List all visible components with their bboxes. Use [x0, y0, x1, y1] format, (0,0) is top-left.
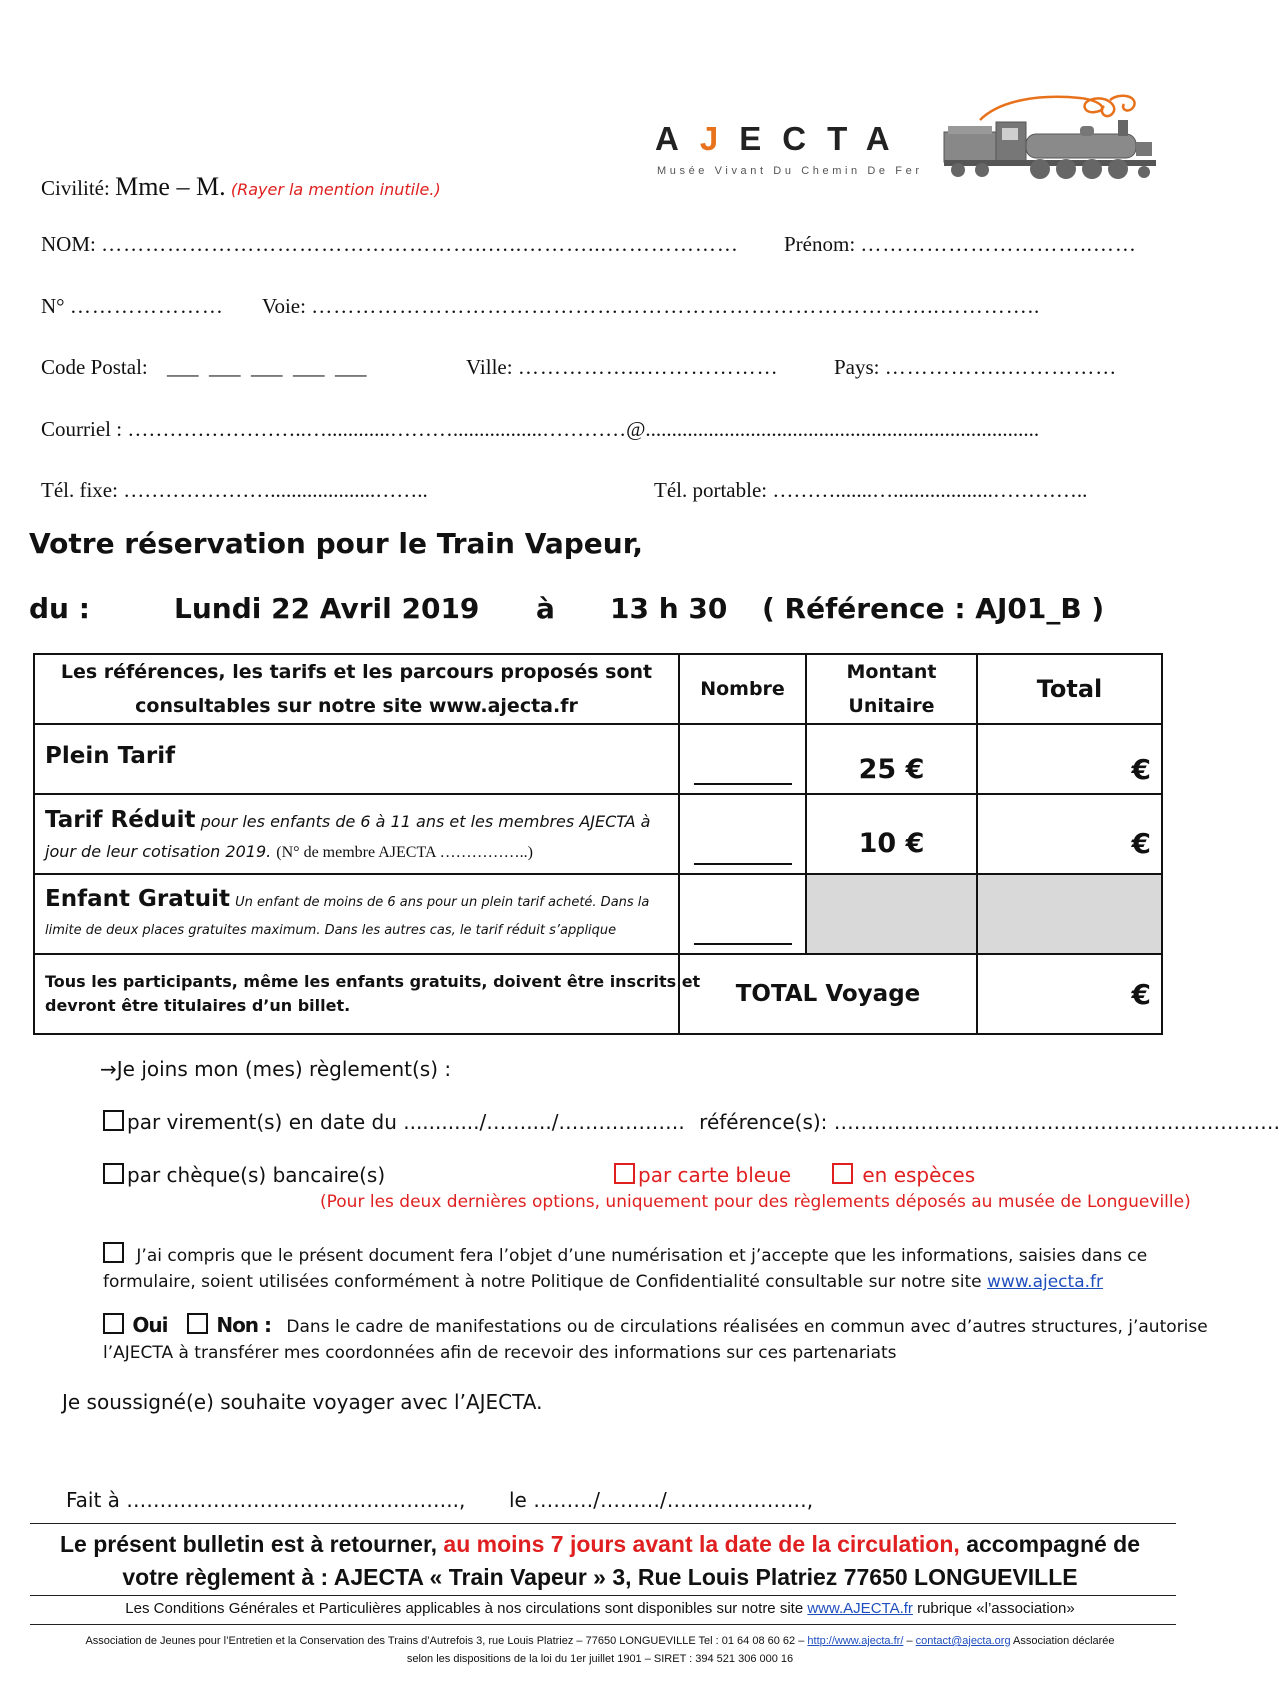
payment-carte-line — [614, 1163, 791, 1187]
email-link[interactable]: contact@ajecta.org — [915, 1635, 1011, 1647]
carte-checkbox[interactable] — [614, 1163, 635, 1184]
cheque-checkbox[interactable] — [103, 1163, 124, 1184]
voie-label: Voie: — [262, 294, 306, 318]
row-title: Tarif Réduit — [45, 806, 196, 833]
partners-text: Dans le cadre de manifestations ou de circulations réalisées en commun avec d’autres structures, j’autorise — [286, 1317, 1208, 1337]
footer-note-line: devront être titulaires d’un billet. — [45, 996, 351, 1015]
cheque-label: par chèque(s) bancaire(s) — [127, 1163, 386, 1187]
footer-divider — [30, 1523, 1176, 1524]
footer-divider — [30, 1624, 1176, 1625]
especes-checkbox[interactable] — [832, 1163, 853, 1184]
row-tarif-reduit-total[interactable]: € — [977, 794, 1162, 874]
civilite-options[interactable]: Mme – M. — [115, 172, 226, 201]
payment-cheque-line — [103, 1163, 385, 1187]
fait-a-label: Fait à — [66, 1488, 120, 1512]
table-total-row — [34, 954, 1162, 1034]
reservation-a-label: à — [536, 592, 555, 625]
privacy-policy-link[interactable]: www.ajecta.fr — [987, 1272, 1103, 1292]
tariff-table — [33, 653, 1163, 1035]
header-total: Total — [977, 654, 1162, 724]
header-info — [34, 654, 679, 724]
code-postal-line — [41, 355, 367, 380]
courriel-label: Courriel : — [41, 417, 123, 441]
legal-info — [0, 1632, 1200, 1668]
header-montant — [806, 654, 977, 724]
rgpd-line — [103, 1269, 1147, 1295]
footer-note-line: Tous les participants, même les enfants gratuits, doivent être inscrits et — [45, 972, 701, 991]
row-note: Un enfant de moins de 6 ans pour un plein tarif acheté. Dans la — [235, 895, 650, 910]
non-label: Non : — [216, 1313, 272, 1337]
civilite-label: Civilité: — [41, 176, 110, 200]
row-plein-tarif-nombre[interactable] — [679, 724, 806, 794]
legal-line: selon les dispositions de la loi du 1er juillet 1901 – SIRET : 394 521 306 000 16 — [406, 1653, 794, 1665]
fait-a-field[interactable]: ………………………………………….., — [126, 1488, 466, 1512]
rgpd-checkbox[interactable] — [103, 1242, 124, 1263]
especes-label: en espèces — [862, 1163, 976, 1187]
row-note: jour de leur cotisation 2019. — [45, 841, 272, 861]
nom-field[interactable]: ……………………………………………..…..………...……………… — [101, 232, 739, 256]
table-row — [34, 794, 1162, 874]
row-tarif-reduit-price: 10 € — [806, 794, 977, 874]
return-line — [0, 1528, 1200, 1561]
courriel-field-user[interactable]: ……………………..…............……….................………… — [127, 417, 627, 441]
ville-field[interactable]: ……………...……………… — [517, 355, 779, 379]
date-label: le — [509, 1488, 527, 1512]
pays-field[interactable]: ……………..…………… — [884, 355, 1118, 379]
legal-text: Association déclarée — [1013, 1635, 1115, 1647]
total-voyage-value[interactable]: € — [977, 954, 1162, 1034]
return-address: votre règlement à : AJECTA « Train Vapeur » 3, Rue Louis Platriez 77650 LONGUEVILLE — [122, 1564, 1078, 1590]
logo-tagline: Musée Vivant Du Chemin De Fer — [657, 165, 923, 177]
reservation-du-label: du : — [29, 592, 90, 625]
steam-locomotive-icon — [940, 92, 1165, 182]
conditions-link[interactable]: www.AJECTA.fr — [807, 1600, 913, 1617]
table-row — [34, 724, 1162, 794]
reservation-time: 13 h 30 — [610, 592, 728, 625]
numero-label: N° — [41, 294, 65, 318]
carte-label: par carte bleue — [638, 1163, 792, 1187]
logo-letter: T — [827, 120, 866, 157]
tel-fixe-field[interactable]: …………………....................…….. — [123, 478, 428, 502]
reservation-date: Lundi 22 Avril 2019 — [174, 592, 480, 625]
virement-checkbox[interactable] — [103, 1110, 124, 1131]
virement-ref-label: référence(s): — [699, 1110, 828, 1134]
row-enfant-gratuit-price-empty — [806, 874, 977, 954]
header-info-line: Les références, les tarifs et les parcours proposés sont — [60, 661, 653, 683]
footer-note — [34, 954, 701, 1034]
logo-wordmark — [655, 120, 911, 158]
ville-line — [466, 355, 779, 380]
return-text: Le présent bulletin est à retourner, — [59, 1531, 438, 1557]
partners-consent — [103, 1312, 1208, 1366]
prenom-field[interactable]: …………………………..…… — [860, 232, 1137, 256]
footer-divider — [30, 1595, 1176, 1596]
conditions-text: rubrique «l’association» — [917, 1600, 1075, 1617]
ville-label: Ville: — [466, 355, 513, 379]
virement-label: par virement(s) en date du — [127, 1110, 397, 1134]
partners-text: l’AJECTA à transférer mes coordonnées afin de recevoir des informations sur ces partenariats — [103, 1343, 897, 1363]
reservation-reference: ( Référence : AJ01_B ) — [762, 592, 1105, 625]
civilite-line — [41, 172, 441, 202]
return-text: accompagné de — [966, 1531, 1141, 1557]
row-note: pour les enfants de 6 à 11 ans et les membres AJECTA à — [200, 811, 651, 831]
prenom-line — [784, 232, 1137, 257]
at-sign: @ — [626, 417, 646, 441]
pays-line — [834, 355, 1117, 380]
rgpd-consent — [103, 1242, 1147, 1295]
return-deadline: au moins 7 jours avant la date de la circulation, — [443, 1531, 960, 1557]
row-tarif-reduit-nombre[interactable] — [679, 794, 806, 874]
row-enfant-gratuit-nombre[interactable] — [679, 874, 806, 954]
rgpd-text: J’ai compris que le présent document fera l’objet d’une numérisation et j’accepte que les informations, saisies dans ce — [136, 1246, 1148, 1266]
numero-line — [41, 294, 224, 319]
payment-especes-line — [832, 1163, 975, 1187]
ajecta-logo — [655, 92, 1165, 182]
tel-portable-label: Tél. portable: — [654, 478, 768, 502]
prenom-label: Prénom: — [784, 232, 856, 256]
logo-letter: J — [699, 120, 740, 157]
code-postal-field[interactable]: ___ ___ ___ ___ ___ — [167, 355, 367, 379]
total-voyage-label: TOTAL Voyage — [679, 954, 977, 1034]
header-nombre: Nombre — [679, 654, 806, 724]
row-enfant-gratuit-label — [34, 874, 679, 954]
row-tarif-reduit-label — [34, 794, 679, 874]
row-title: Plein Tarif — [45, 743, 176, 769]
fait-a-line — [66, 1488, 465, 1512]
signature-statement: Je soussigné(e) souhaite voyager avec l’AJECTA. — [62, 1390, 543, 1414]
voie-line — [262, 294, 1040, 319]
row-title: Enfant Gratuit — [45, 886, 230, 912]
courriel-line — [41, 417, 1039, 442]
header-info-line: consultables sur notre site www.ajecta.fr — [135, 695, 578, 717]
oui-checkbox[interactable] — [103, 1313, 124, 1334]
tel-fixe-label: Tél. fixe: — [41, 478, 118, 502]
virement-date-field[interactable]: ............/……..../………………. — [403, 1110, 685, 1134]
rgpd-line — [103, 1242, 1147, 1269]
payment-intro: →Je joins mon (mes) règlement(s) : — [100, 1057, 452, 1081]
date-line — [509, 1488, 813, 1512]
row-plein-tarif-label — [34, 724, 679, 794]
conditions-text: Les Conditions Générales et Particulières applicables à nos circulations sont disponibles sur notre site — [125, 1600, 804, 1617]
payment-note: (Pour les deux dernières options, uniquement pour des règlements déposés au musée de Longueville) — [320, 1192, 1191, 1212]
reservation-title: Votre réservation pour le Train Vapeur, — [29, 527, 644, 560]
website-link[interactable]: http://www.ajecta.fr/ — [807, 1635, 904, 1647]
numero-field[interactable]: ………………… — [69, 294, 224, 318]
nom-label: NOM: — [41, 232, 96, 256]
conditions-line — [0, 1600, 1200, 1617]
nom-line — [41, 232, 739, 257]
row-plein-tarif-price: 25 € — [806, 724, 977, 794]
non-checkbox[interactable] — [187, 1313, 208, 1334]
row-plein-tarif-total[interactable]: € — [977, 724, 1162, 794]
legal-text: – — [906, 1635, 913, 1647]
legal-line — [0, 1632, 1200, 1650]
member-number-field: (N° de membre AJECTA ……………..) — [276, 843, 533, 861]
courriel-field-domain[interactable]: ........................................................................... — [645, 417, 1040, 441]
row-enfant-gratuit-total-empty — [977, 874, 1162, 954]
date-field[interactable]: ………/………/…………………, — [533, 1488, 814, 1512]
code-postal-label: Code Postal: — [41, 355, 148, 379]
table-row — [34, 874, 1162, 954]
tel-fixe-line — [41, 478, 428, 503]
pays-label: Pays: — [834, 355, 880, 379]
legal-text: Association de Jeunes pour l’Entretien et la Conservation des Trains d’Autrefois 3, rue Louis Platriez – 77650 LONGUEVILLE Tel : 01 64 08 60 62 – — [85, 1635, 805, 1647]
voie-field[interactable]: …………………………………………………………………………..………….. — [311, 294, 1041, 318]
partners-line — [103, 1312, 1208, 1340]
oui-label: Oui — [132, 1313, 168, 1337]
table-header-row — [34, 654, 1162, 724]
tel-portable-line — [654, 478, 1087, 503]
logo-letter: E — [739, 120, 783, 157]
tel-portable-field[interactable]: ……….......…...................………….. — [772, 478, 1088, 502]
civilite-note: (Rayer la mention inutile.) — [230, 180, 441, 199]
payment-virement-line — [103, 1110, 1280, 1134]
logo-letter: C — [782, 120, 828, 157]
header-montant-line: Unitaire — [848, 695, 935, 717]
row-note: limite de deux places gratuites maximum. Dans les autres cas, le tarif réduit s’applique — [45, 923, 617, 938]
rgpd-text: formulaire, soient utilisées conformément à notre Politique de Confidentialité consultable sur notre site — [103, 1272, 982, 1292]
logo-letter: A — [655, 120, 700, 157]
return-instructions — [0, 1528, 1200, 1594]
logo-letter: A — [865, 120, 911, 157]
header-montant-line: Montant — [846, 661, 937, 683]
virement-ref-field[interactable]: …………………….…………………………………… — [833, 1110, 1280, 1134]
